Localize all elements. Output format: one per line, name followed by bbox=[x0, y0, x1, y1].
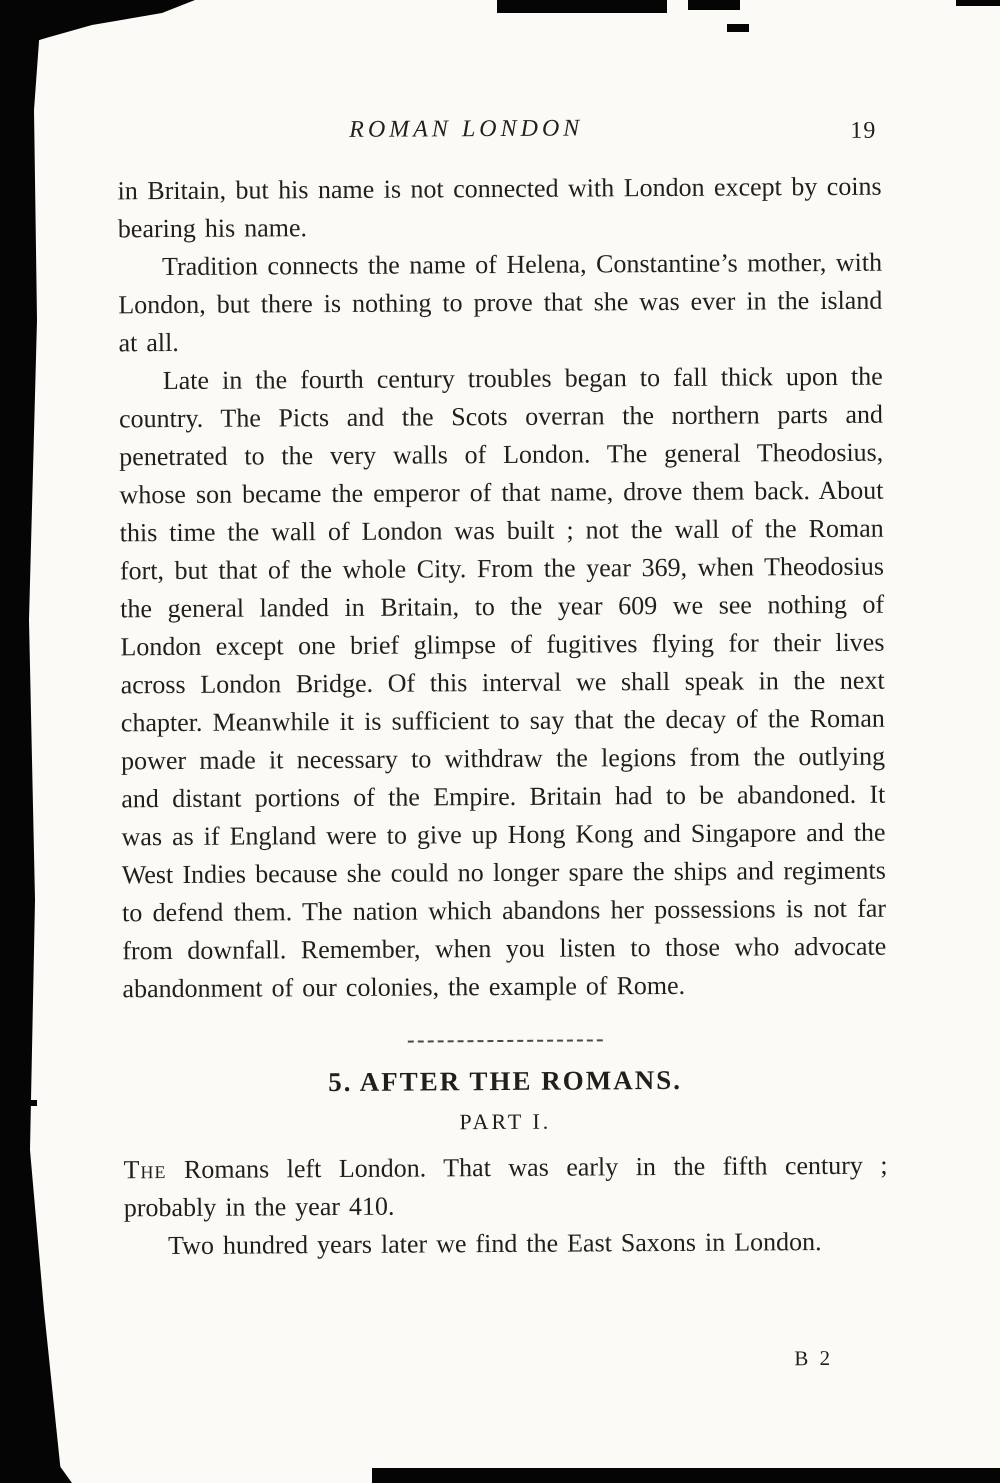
paragraph-text: Romans left London. That was early in the fifth century ; probably in the year 410. bbox=[123, 1150, 888, 1223]
running-header: ROMAN LONDON bbox=[349, 115, 584, 143]
section-heading: 5. AFTER THE ROMANS. bbox=[328, 1064, 683, 1098]
paragraph: in Britain, but his name is not connected with London except by coins bearing his name. bbox=[117, 171, 882, 244]
section-divider bbox=[407, 1039, 602, 1042]
page-number: 19 bbox=[850, 117, 877, 144]
part-heading: PART I. bbox=[459, 1108, 552, 1135]
paragraph: Two hundred years later we find the East Saxons in London. bbox=[167, 1227, 822, 1261]
paragraph bbox=[123, 1147, 887, 1228]
lead-word-small-caps: The bbox=[123, 1155, 167, 1185]
paragraph: Tradition connects the name of Helena, Constantine’s mother, with London, but there is nothing to prove that she was ever in the island at all. bbox=[118, 247, 883, 358]
text-block bbox=[118, 168, 889, 1266]
signature-mark: B 2 bbox=[794, 1345, 834, 1371]
paragraph: Late in the fourth century troubles began to fall thick upon the country. The Picts and the Scots overran the northern parts and penetrated to the very walls of London. The general Theodosius, whose son became the emperor of that name, drove them back. About this time the wall of London was built ; not the wall of the Roman fort, but that of the whole City. From the year 369, when Theodosius the general landed in Britain, to the year 609 we see nothing of London except one brief glimpse of fugitives flying for their lives across London Bridge. Of this interval we shall speak in the next chapter. Meanwhile it is sufficient to say that the decay of the Roman power made it necessary to withdraw the legions from the outlying and distant portions of the Empire. Britain had to be abandoned. It was as if England were to give up Hong Kong and Singapore and the West Indies because she could no longer spare the ships and regiments to defend them. The nation which abandons her possessions is not far from downfall. Remember, when you listen to those who advocate abandonment of our colonies, the example of Rome. bbox=[118, 361, 887, 1004]
